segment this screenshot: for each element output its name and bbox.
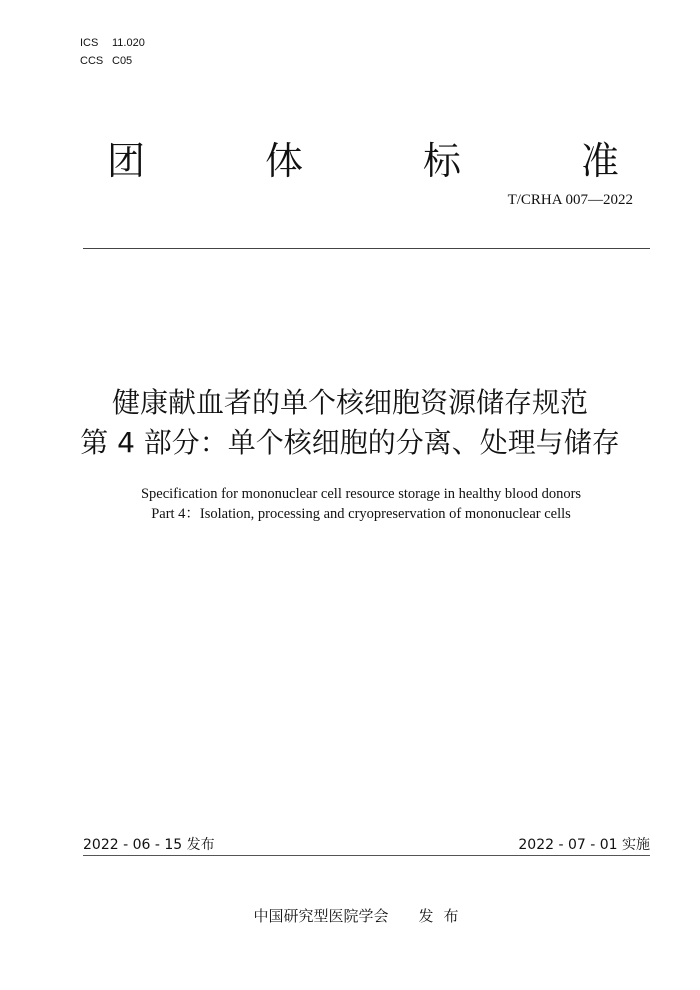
publisher-organization: 中国研究型医院学会 <box>253 907 389 925</box>
chinese-title <box>0 383 700 463</box>
english-title <box>0 484 700 524</box>
classification-codes <box>80 34 145 70</box>
ics-value: 11.020 <box>112 37 145 49</box>
ics-label: ICS <box>80 37 99 49</box>
chinese-title-line-1: 健康献血者的单个核细胞资源储存规范 <box>111 386 588 419</box>
standard-type-title <box>96 130 630 185</box>
title-char-4: 准 <box>580 139 619 183</box>
chinese-title-line-2: 第 4 部分：单个核细胞的分离、处理与储存 <box>80 426 620 459</box>
publisher-action: 发布 <box>418 907 469 925</box>
top-divider <box>83 248 650 249</box>
title-char-2: 体 <box>264 139 303 183</box>
ccs-value: C05 <box>112 55 133 67</box>
issue-date: 2022 - 06 - 15 发布 <box>83 837 215 853</box>
ics-code <box>80 34 145 52</box>
title-char-1: 团 <box>106 139 145 183</box>
dates-row <box>83 834 650 854</box>
ccs-code <box>80 52 145 70</box>
title-char-3: 标 <box>422 139 461 183</box>
bottom-divider <box>83 855 650 856</box>
publisher-line <box>0 905 700 926</box>
implementation-date: 2022 - 07 - 01 实施 <box>518 837 650 853</box>
english-title-line-1: Specification for mononuclear cell resource storage in healthy blood donors <box>140 486 582 502</box>
ccs-label: CCS <box>80 55 104 67</box>
english-title-line-2: Part 4：Isolation, processing and cryopreservation of mononuclear cells <box>151 506 571 522</box>
standard-number: T/CRHA 007—2022 <box>507 192 633 208</box>
